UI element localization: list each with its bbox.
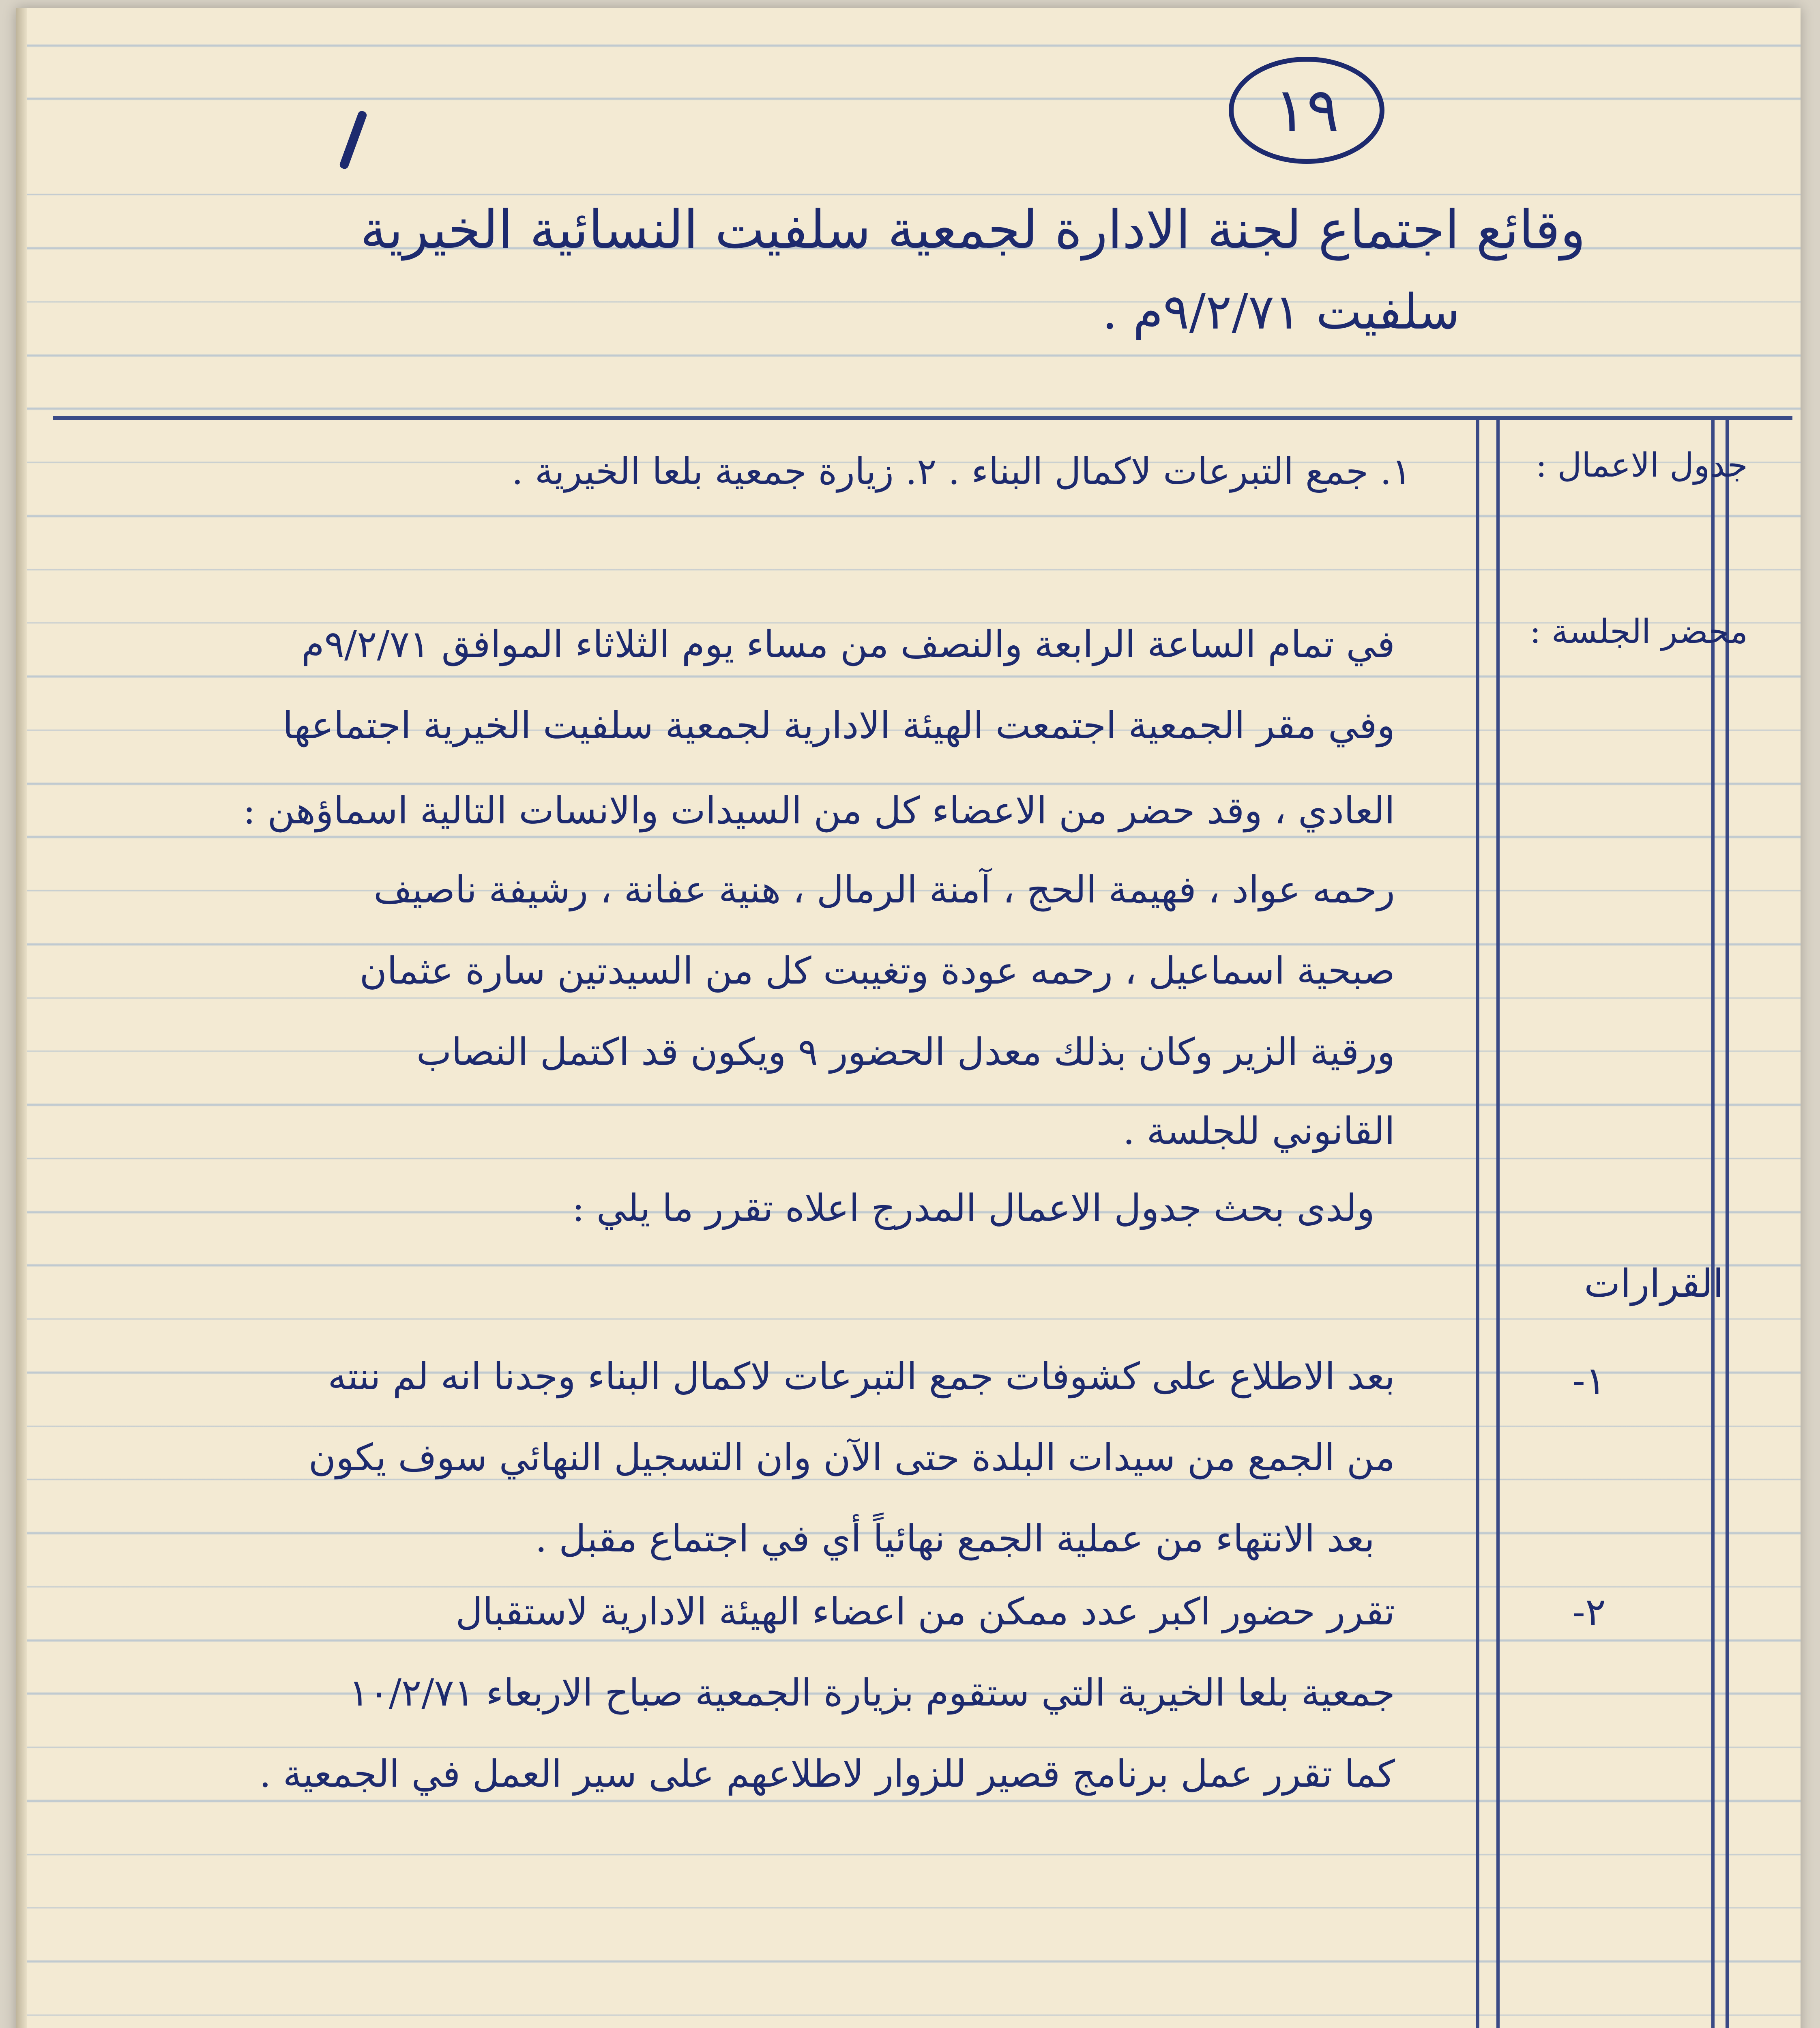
minutes-line: في تمام الساعة الرابعة والنصف من مساء يوم الثلاثاء الموافق ٩/٢/٧١م [301,623,1395,666]
decision-line: بعد الانتهاء من عملية الجمع نهائياً أي في اجتماع مقبل . [535,1517,1375,1560]
header-rule [53,416,1792,420]
decision-number: ١- [1572,1359,1606,1403]
notebook-page [16,8,1801,2028]
agenda-text: ١. جمع التبرعات لاكمال البناء . ٢. زيارة جمعية بلعا الخيرية . [511,450,1411,493]
margin-line-outer [1711,416,1715,2028]
decision-number: ٢- [1572,1590,1606,1635]
decision-line: بعد الاطلاع على كشوفات جمع التبرعات لاكمال البناء وجدنا انه لم ننته [328,1355,1395,1398]
decision-line: من الجمع من سيدات البلدة حتى الآن وان التسجيل النهائي سوف يكون [308,1436,1395,1479]
margin-line-inner-2 [1496,416,1500,2028]
minutes-line: القانوني للجلسة . [1122,1109,1395,1153]
minutes-line: رحمه عواد ، فهيمة الحج ، آمنة الرمال ، هنية عفانة ، رشيفة ناصيف [373,868,1395,911]
page-binding-edge [16,8,27,2028]
decisions-label: القرارات [1584,1261,1723,1306]
minutes-label: محضر الجلسة : [1530,612,1748,651]
page-number: ١٩ [1274,75,1339,146]
decision-line: كما تقرر عمل برنامج قصير للزوار لاطلاعهم على سير العمل في الجمعية . [259,1752,1395,1796]
minutes-line: العادي ، وقد حضر من الاعضاء كل من السيدات والانسات التالية اسماؤهن : [243,789,1395,832]
minutes-line: ورقية الزير وكان بذلك معدل الحضور ٩ ويكون قد اكتمل النصاب [416,1030,1395,1074]
minutes-line: ولدى بحث جدول الاعمال المدرج اعلاه تقرر ما يلي : [572,1186,1375,1230]
decision-line: جمعية بلعا الخيرية التي ستقوم بزيارة الجمعية صباح الاربعاء ١٠/٢/٧١ [349,1671,1395,1714]
minutes-line: صبحية اسماعيل ، رحمه عودة وتغيبت كل من السيدتين سارة عثمان [359,949,1395,993]
margin-line-outer-2 [1726,416,1729,2028]
agenda-label: جدول الاعمال : [1535,446,1748,485]
minutes-line: وفي مقر الجمعية اجتمعت الهيئة الادارية لجمعية سلفيت الخيرية اجتماعها [283,704,1395,747]
margin-line-inner [1476,416,1479,2028]
document-date: سلفيت ٩/٢/٧١م . [1102,284,1460,340]
page-number-circle [1229,57,1384,164]
pen-stroke-mark [339,110,368,170]
decision-line: تقرر حضور اكبر عدد ممكن من اعضاء الهيئة الادارية لاستقبال [455,1590,1395,1633]
document-title: وقائع اجتماع لجنة الادارة لجمعية سلفيت النسائية الخيرية [360,199,1586,260]
